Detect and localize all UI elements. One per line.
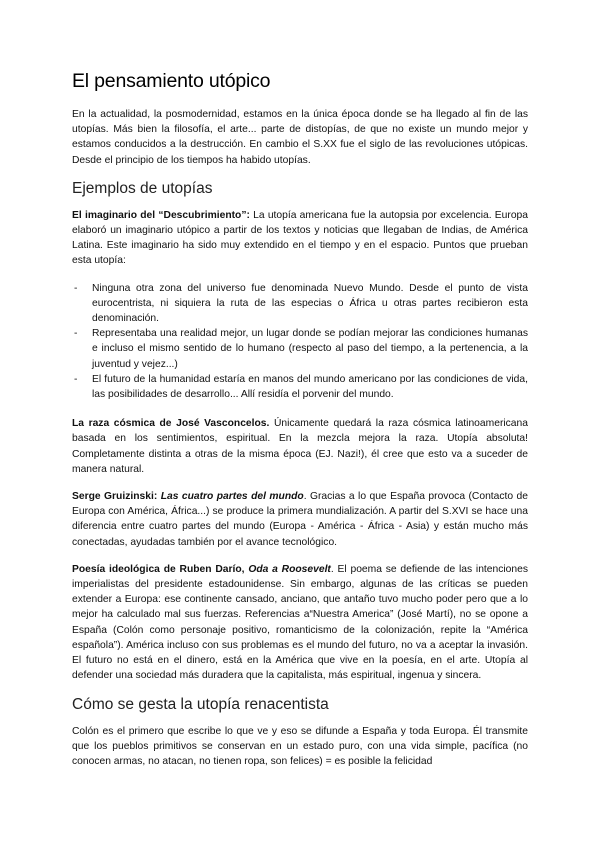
paragraph-raza-cosmica	[72, 416, 528, 477]
list-item-text: El futuro de la humanidad estaría en manos del mundo americano por las condiciones de vida, las posibilidades de desarrollo... Allí residía el porvenir del mundo.	[92, 373, 528, 401]
list-item-text: Ninguna otra zona del universo fue denominada Nuevo Mundo. Desde el punto de vista eurocentrista, ni siquiera la ruta de las especias o África u otras partes recibieron esta denominación.	[92, 282, 528, 325]
imaginario-lead: El imaginario del “Descubrimiento”:	[72, 209, 250, 221]
intro-paragraph: En la actualidad, la posmodernidad, estamos en la única época donde se ha llegado al fin de las utopías. Más bien la filosofía, el arte... parte de distopías, de que no existe un mundo mejor y estamos conducidos a la destrucción. En cambio el S.XX fue el siglo de las revoluciones utópicas. Desde el principio de los tiempos ha habido utopías.	[72, 109, 528, 166]
list-item	[72, 326, 528, 372]
bullet-dash: -	[74, 328, 78, 340]
poesia-poem-title: Oda a Roosevelt	[248, 563, 331, 575]
raza-text: Únicamente quedará la raza cósmica latinoamericana basada en los sentimientos, espiritual. En la mezcla mejora la raza. Utopía absoluta! Completamente distinta a otras de la misma época (EJ. Nazi!), él cree que esto va a suceder de manera natural.	[72, 418, 528, 475]
utopia-points-list	[72, 281, 528, 403]
paragraph-colon: Colón es el primero que escribe lo que ve y eso se difunde a España y toda Europa. Él transmite que los pueblos primitivos se conservan en un estado puro, con una vida simple, pacífica (no conocen armas, no atacan, no tienen ropa, son felices) = es posible la felicidad	[72, 725, 528, 767]
imaginario-text: La utopía americana fue la autopsia por excelencia. Europa elaboró un imaginario utópico a partir de los textos y noticias que llegaban de Indias, de América Latina. Este imaginario ha sido muy extendido en el tiempo y en el espacio. Puntos que prueban esta utopía:	[72, 209, 528, 267]
section-heading-ejemplos: Ejemplos de utopías	[72, 179, 213, 197]
page-title: El pensamiento utópico	[72, 70, 271, 92]
poesia-lead: Poesía ideológica de Ruben Darío,	[72, 563, 249, 575]
list-item	[72, 281, 528, 327]
paragraph-imaginario	[72, 208, 528, 269]
bullet-dash: -	[74, 373, 78, 385]
list-item-text: Representaba una realidad mejor, un lugar donde se podían mejorar las condiciones humanas e incluso el mismo sentido de lo humano (respecto al paso del tiempo, a la pertenencia, a la juventud y vejez...)	[92, 328, 528, 370]
paragraph-poesia-ideologica	[72, 562, 528, 684]
raza-lead: La raza cósmica de José Vasconcelos.	[72, 418, 270, 430]
poesia-text: . El poema se defiende de las intenciones imperialistas del presidente estadounidense. Sin embargo, algunas de las críticas se pueden extender a Europa: ese continente cansado, anciano, que antaño tuvo mucho poder pero que a lo mejor ha calculado mal sus fuerzas. Referencias a“Nuestra America” (José Martí), no se opone a España (Colón como personaje positivo, romanticismo de la colonización, repite la “América española”). América incluso con sus problemas es el mundo del futuro, no va a aceptar la invasión. El futuro no está en el dinero, está en la América que vive en la poesía, en el arte. Utopía al defender una sociedad más duradera que la capitalista, más espiritual, ingenua y sincera.	[72, 563, 529, 682]
serge-lead: Serge Gruizinski:	[72, 491, 161, 503]
list-item	[72, 372, 528, 402]
section-heading-renacentista: Cómo se gesta la utopía renacentista	[72, 695, 329, 713]
bullet-dash: -	[74, 282, 78, 294]
serge-book-title: Las cuatro partes del mundo	[160, 491, 304, 503]
paragraph-serge-gruizinski	[72, 489, 528, 550]
serge-text: . Gracias a lo que España provoca (Contacto de Europa con América, África...) se produce la primera mundialización. A partir del S.XVI se hace una diferencia entre cuatro partes del mundo (Europa - América - África - Asia) y están mucho más conectadas, ayudadas también por el avance tecnológico.	[72, 491, 528, 548]
